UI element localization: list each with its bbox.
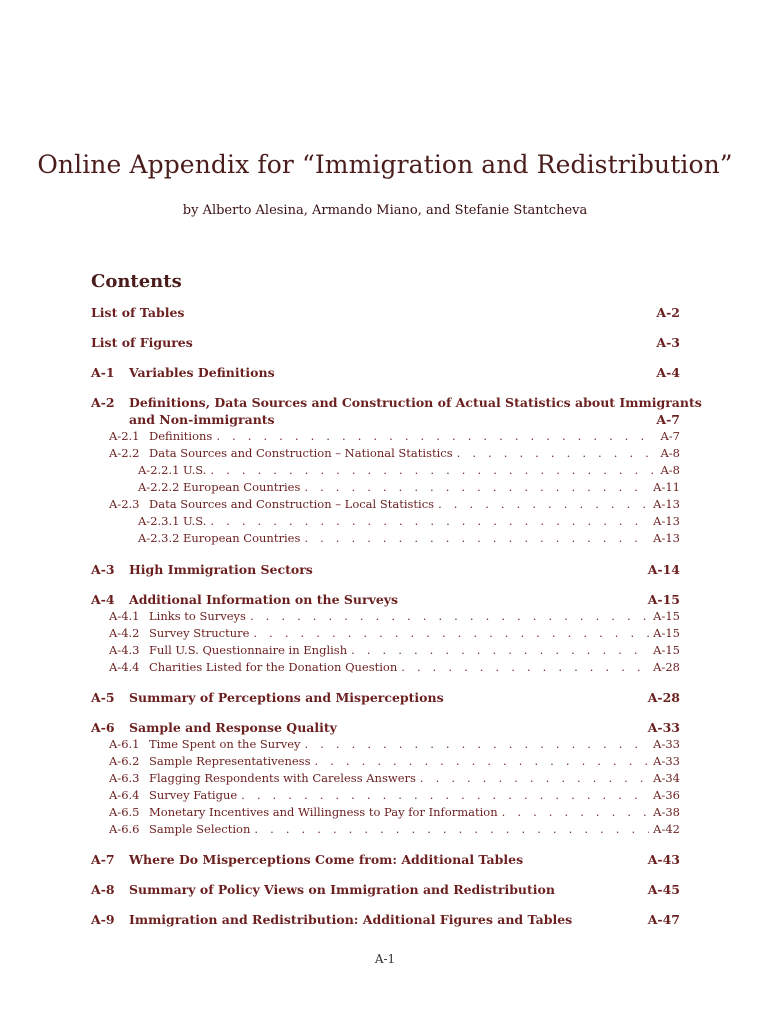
toc-section-page: A-15 xyxy=(647,592,680,607)
toc-subsection-a6-2[interactable] xyxy=(109,754,680,770)
toc-subsection-number: A-4.1 xyxy=(109,609,140,623)
toc-subsubsection-number: A-2.3.1 xyxy=(138,514,180,528)
toc-subsection-page: A-15 xyxy=(653,609,680,623)
toc-section-number: A-2 xyxy=(91,395,115,410)
toc-subsection-number: A-4.3 xyxy=(109,643,140,657)
toc-leader-dots xyxy=(438,497,649,511)
toc-subsection-page: A-38 xyxy=(653,805,680,819)
toc-subsection-page: A-42 xyxy=(653,822,680,836)
toc-subsection-page: A-34 xyxy=(653,771,680,785)
toc-section-number: A-6 xyxy=(91,720,115,735)
toc-section-title: Sample and Response Quality xyxy=(129,720,337,735)
toc-subsection-title: Sample Representativeness xyxy=(149,754,311,768)
toc-section-number: A-9 xyxy=(91,912,115,927)
toc-subsection-page: A-7 xyxy=(660,429,680,443)
toc-section-page: A-45 xyxy=(647,882,680,897)
toc-subsection-number: A-4.2 xyxy=(109,626,140,640)
toc-subsection-number: A-6.3 xyxy=(109,771,140,785)
toc-leader-dots xyxy=(241,788,649,802)
toc-subsection-a4-4[interactable] xyxy=(109,660,680,676)
toc-leader-dots xyxy=(314,754,649,768)
toc-subsection-title: Survey Structure xyxy=(149,626,250,640)
toc-section-a5[interactable] xyxy=(91,690,680,707)
toc-section-number: A-7 xyxy=(91,852,115,867)
toc-section-a7[interactable] xyxy=(91,852,680,869)
toc-section-title: Immigration and Redistribution: Additional Figures and Tables xyxy=(129,912,573,927)
toc-leader-dots xyxy=(351,643,649,657)
toc-section-title-continued: and Non-immigrants xyxy=(129,412,275,427)
toc-subsubsection-a2-3-1[interactable] xyxy=(138,514,680,530)
toc-section-title: Where Do Misperceptions Come from: Additional Tables xyxy=(129,852,524,867)
toc-subsection-page: A-33 xyxy=(653,737,680,751)
toc-section-a4[interactable] xyxy=(91,592,680,609)
toc-subsubsection-title: European Countries xyxy=(183,531,301,545)
toc-section-page: A-43 xyxy=(647,852,680,867)
toc-subsubsection-number: A-2.2.1 xyxy=(138,463,180,477)
toc-subsubsection-page: A-13 xyxy=(653,531,680,545)
toc-subsection-a6-3[interactable] xyxy=(109,771,680,787)
toc-leader-dots xyxy=(250,609,649,623)
toc-subsection-title: Definitions xyxy=(149,429,213,443)
toc-section-number: A-8 xyxy=(91,882,115,897)
toc-entry-page: A-3 xyxy=(656,335,680,350)
toc-subsubsection-a2-2-1[interactable] xyxy=(138,463,680,479)
toc-subsection-title: Links to Surveys xyxy=(149,609,246,623)
toc-subsubsection-title: European Countries xyxy=(183,480,301,494)
toc-subsection-a6-5[interactable] xyxy=(109,805,680,821)
toc-section-page: A-33 xyxy=(647,720,680,735)
toc-subsection-page: A-15 xyxy=(653,626,680,640)
toc-section-a3[interactable] xyxy=(91,562,680,579)
contents-heading: Contents xyxy=(91,271,182,292)
toc-section-number: A-5 xyxy=(91,690,115,705)
toc-section-title: High Immigration Sectors xyxy=(129,562,313,577)
toc-subsection-number: A-6.1 xyxy=(109,737,140,751)
toc-subsection-page: A-33 xyxy=(653,754,680,768)
toc-leader-dots xyxy=(210,463,656,477)
toc-leader-dots xyxy=(253,626,649,640)
toc-subsection-number: A-2.1 xyxy=(109,429,140,443)
toc-section-number: A-4 xyxy=(91,592,115,607)
toc-subsection-page: A-15 xyxy=(653,643,680,657)
toc-subsubsection-title: U.S. xyxy=(183,514,207,528)
toc-subsubsection-a2-3-2[interactable] xyxy=(138,531,680,547)
toc-leader-dots xyxy=(502,805,650,819)
toc-subsection-title: Time Spent on the Survey xyxy=(149,737,301,751)
toc-leader-dots xyxy=(210,514,649,528)
toc-section-page: A-4 xyxy=(656,365,680,380)
toc-entry-list-of-tables[interactable] xyxy=(91,305,680,322)
toc-leader-dots xyxy=(216,429,656,443)
toc-subsection-number: A-6.4 xyxy=(109,788,140,802)
toc-leader-dots xyxy=(304,531,649,545)
toc-section-page: A-47 xyxy=(647,912,680,927)
toc-section-title: Summary of Policy Views on Immigration and Redistribution xyxy=(129,882,555,897)
toc-leader-dots xyxy=(305,737,650,751)
toc-section-title: Summary of Perceptions and Misperceptions xyxy=(129,690,444,705)
toc-subsection-number: A-2.3 xyxy=(109,497,140,511)
toc-subsection-title: Flagging Respondents with Careless Answers xyxy=(149,771,416,785)
toc-subsection-title: Monetary Incentives and Willingness to Pay for Information xyxy=(149,805,498,819)
toc-subsection-page: A-8 xyxy=(660,446,680,460)
toc-subsection-number: A-6.2 xyxy=(109,754,140,768)
toc-subsection-a2-2[interactable] xyxy=(109,446,680,462)
toc-section-a9[interactable] xyxy=(91,912,680,929)
toc-subsection-title: Full U.S. Questionnaire in English xyxy=(149,643,348,657)
toc-section-a8[interactable] xyxy=(91,882,680,899)
toc-entry-title: List of Tables xyxy=(91,305,185,320)
toc-subsection-title: Data Sources and Construction – Local Statistics xyxy=(149,497,435,511)
toc-entry-page: A-2 xyxy=(656,305,680,320)
toc-subsection-a4-3[interactable] xyxy=(109,643,680,659)
toc-subsubsection-a2-2-2[interactable] xyxy=(138,480,680,496)
toc-section-a6[interactable] xyxy=(91,720,680,737)
toc-section-title: Additional Information on the Surveys xyxy=(129,592,399,607)
toc-subsection-title: Charities Listed for the Donation Question xyxy=(149,660,398,674)
toc-section-page: A-14 xyxy=(647,562,680,577)
toc-subsection-a2-1[interactable] xyxy=(109,429,680,445)
toc-subsection-title: Survey Fatigue xyxy=(149,788,238,802)
toc-leader-dots xyxy=(457,446,657,460)
toc-section-page: A-28 xyxy=(647,690,680,705)
toc-leader-dots xyxy=(304,480,649,494)
toc-subsection-number: A-4.4 xyxy=(109,660,140,674)
toc-subsection-a6-6[interactable] xyxy=(109,822,680,838)
toc-section-a2[interactable] xyxy=(91,395,702,412)
toc-subsection-page: A-36 xyxy=(653,788,680,802)
toc-section-title: Definitions, Data Sources and Construction of Actual Statistics about Immigrants xyxy=(129,395,702,410)
toc-subsection-page: A-28 xyxy=(653,660,680,674)
toc-leader-dots xyxy=(401,660,649,674)
toc-entry-title: List of Figures xyxy=(91,335,193,350)
toc-subsection-a2-3[interactable] xyxy=(109,497,680,513)
toc-entry-list-of-figures[interactable] xyxy=(91,335,680,352)
toc-section-title: Variables Definitions xyxy=(129,365,275,380)
toc-subsubsection-page: A-13 xyxy=(653,514,680,528)
toc-subsection-number: A-6.6 xyxy=(109,822,140,836)
toc-subsection-title: Sample Selection xyxy=(149,822,251,836)
page-number: A-1 xyxy=(374,952,396,966)
toc-subsubsection-page: A-11 xyxy=(653,480,680,494)
toc-section-a1[interactable] xyxy=(91,365,680,382)
toc-leader-dots xyxy=(420,771,649,785)
toc-subsubsection-number: A-2.3.2 xyxy=(138,531,180,545)
toc-section-a2-continued[interactable] xyxy=(129,412,680,429)
toc-subsubsection-page: A-8 xyxy=(660,463,680,477)
authors-line: by Alberto Alesina, Armando Miano, and Stefanie Stantcheva xyxy=(182,203,588,218)
toc-subsection-a6-4[interactable] xyxy=(109,788,680,804)
toc-leader-dots xyxy=(254,822,649,836)
toc-subsection-title: Data Sources and Construction – National Statistics xyxy=(149,446,453,460)
toc-subsection-a4-2[interactable] xyxy=(109,626,680,642)
toc-section-number: A-1 xyxy=(91,365,115,380)
toc-section-number: A-3 xyxy=(91,562,115,577)
toc-subsubsection-number: A-2.2.2 xyxy=(138,480,180,494)
toc-section-page: A-7 xyxy=(656,412,680,427)
toc-subsection-number: A-6.5 xyxy=(109,805,140,819)
toc-subsection-number: A-2.2 xyxy=(109,446,140,460)
toc-subsection-a4-1[interactable] xyxy=(109,609,680,625)
document-title: Online Appendix for “Immigration and Redistribution” xyxy=(37,150,733,179)
toc-subsubsection-title: U.S. xyxy=(183,463,207,477)
toc-subsection-page: A-13 xyxy=(653,497,680,511)
toc-subsection-a6-1[interactable] xyxy=(109,737,680,753)
